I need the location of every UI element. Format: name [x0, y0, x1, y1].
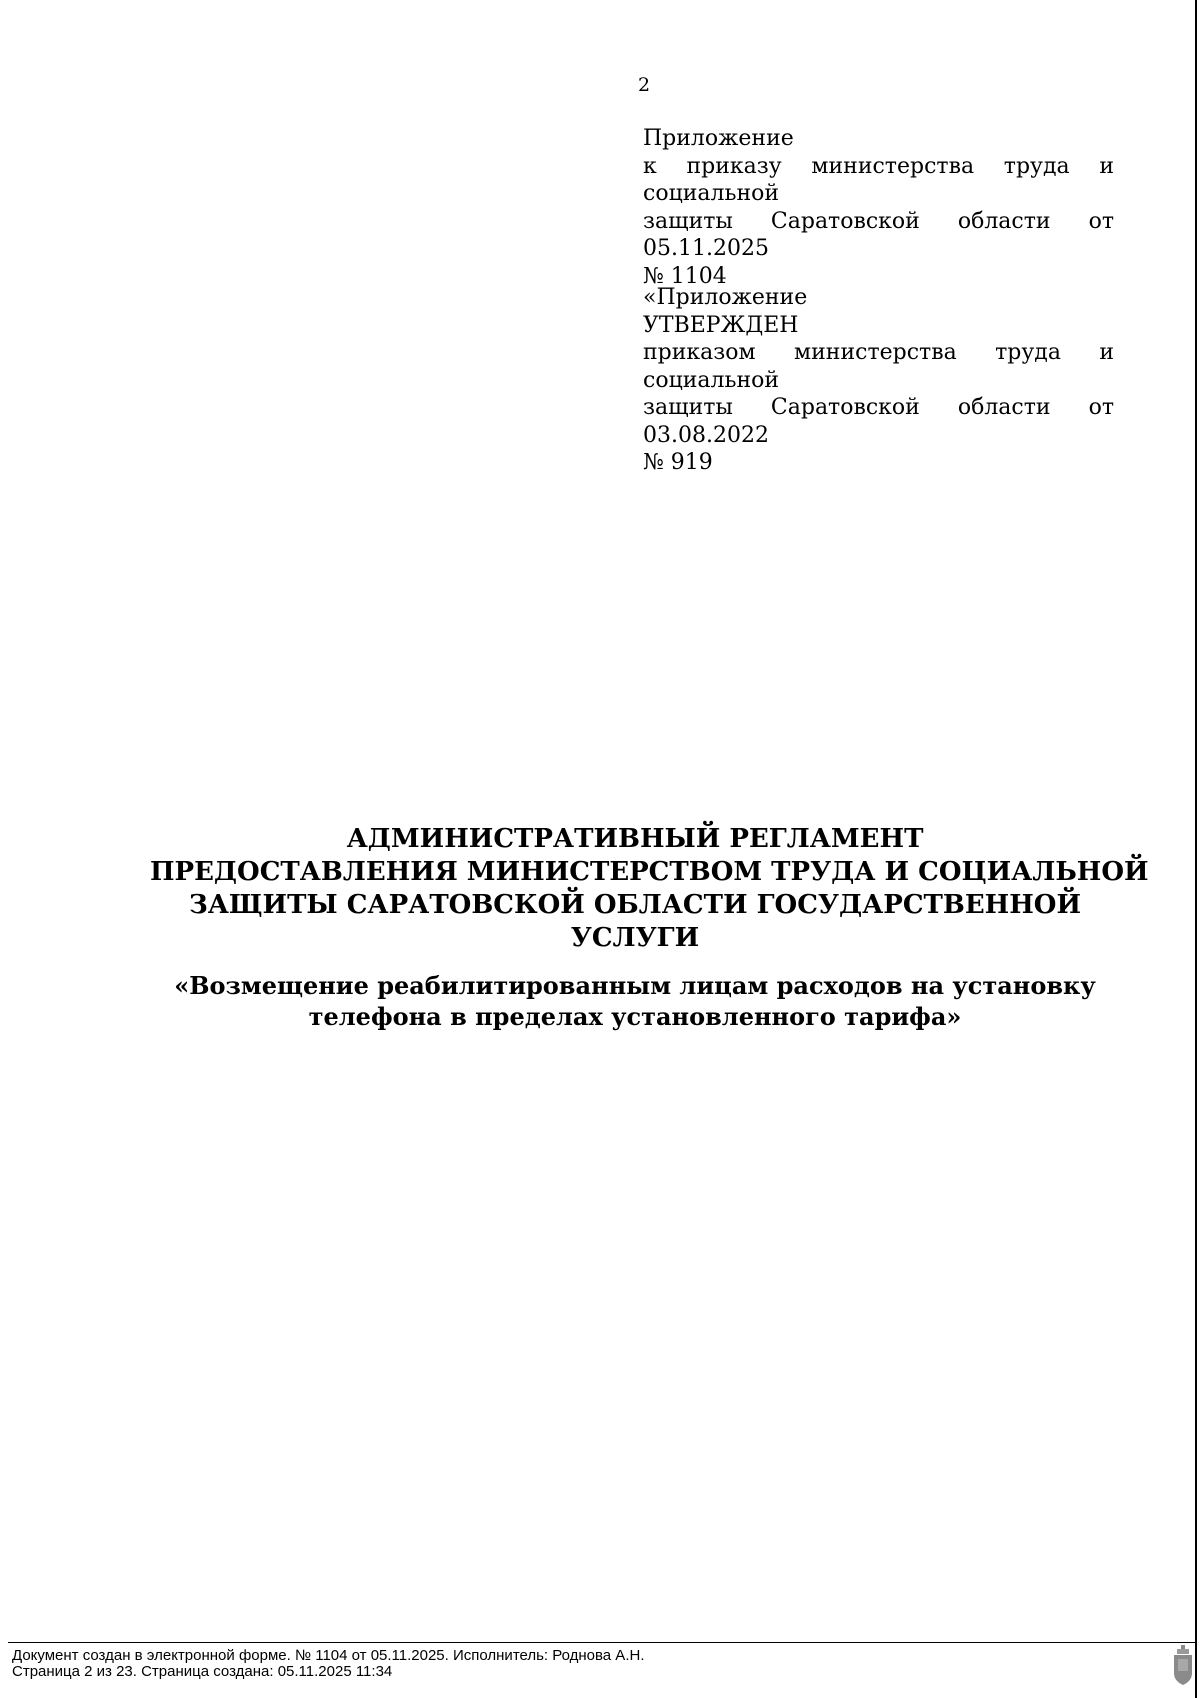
annex-current-block: [643, 125, 1114, 290]
footer-divider: [8, 1642, 1195, 1643]
annex-current-heading: Приложение: [643, 126, 794, 151]
annex-current-number: № 1104: [643, 263, 727, 289]
annex-original-block: [643, 284, 1114, 477]
title-line: ЗАЩИТЫ САРАТОВСКОЙ ОБЛАСТИ ГОСУДАРСТВЕННОЙ: [188, 890, 1082, 920]
annex-original-approved: УТВЕРЖДЕН: [643, 312, 799, 338]
document-title: [150, 823, 1149, 955]
annex-original-number: № 919: [643, 450, 713, 475]
annex-original-line: защиты Саратовской области от 03.08.2022: [643, 395, 1114, 448]
coat-of-arms-icon: [1172, 1645, 1194, 1685]
footer-document-info: Документ создан в электронной форме. № 1104 от 05.11.2025. Исполнитель: Роднова А.Н.: [12, 1647, 645, 1664]
page-right-border: [1195, 0, 1197, 1698]
document-subtitle: [150, 970, 1120, 1032]
annex-current-line: защиты Саратовской области от 05.11.2025: [643, 208, 1114, 261]
annex-original-heading: «Приложение: [643, 285, 808, 310]
annex-current-line: к приказу министерства труда и социальной: [643, 153, 1114, 206]
title-line: ПРЕДОСТАВЛЕНИЯ МИНИСТЕРСТВОМ ТРУДА И СОЦИАЛЬНОЙ: [150, 857, 1149, 887]
footer: [12, 1648, 644, 1680]
annex-original-line: приказом министерства труда и социальной: [643, 340, 1114, 393]
subtitle-line: «Возмещение реабилитированным лицам расходов на установку: [174, 971, 1096, 1000]
title-line: АДМИНИСТРАТИВНЫЙ РЕГЛАМЕНТ: [346, 824, 924, 854]
title-line: УСЛУГИ: [570, 923, 700, 953]
page-number: 2: [638, 74, 651, 96]
subtitle-line: телефона в пределах установленного тарифа»: [308, 1002, 962, 1031]
footer-page-info: Страница 2 из 23. Страница создана: 05.11.2025 11:34: [12, 1663, 393, 1680]
